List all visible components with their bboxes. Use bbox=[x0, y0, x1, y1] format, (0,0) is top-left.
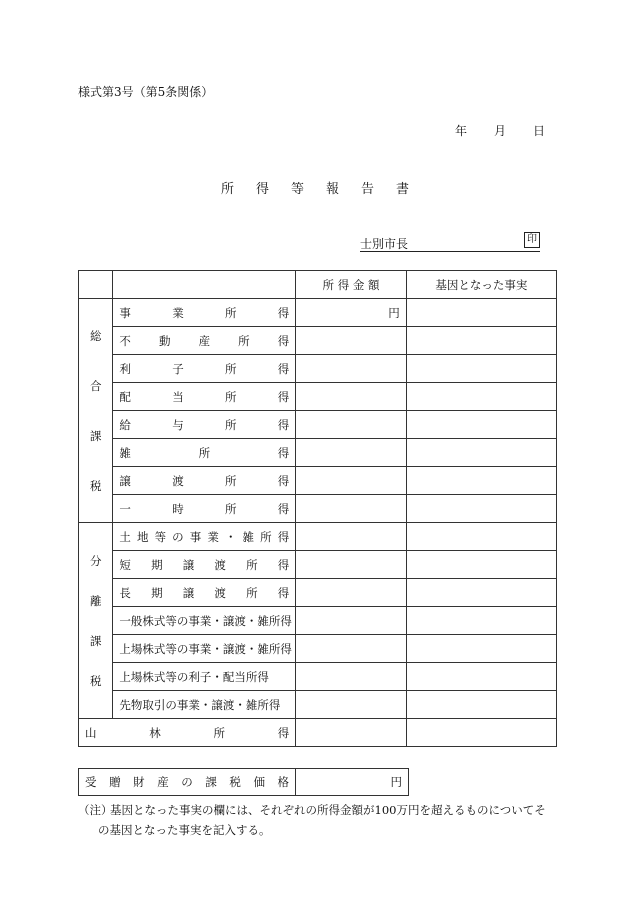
date-year: 年 bbox=[455, 124, 468, 138]
income-item-label bbox=[113, 551, 296, 579]
label-char: 林 bbox=[149, 725, 161, 740]
gift-label bbox=[79, 769, 296, 796]
label-char: 渡 bbox=[214, 585, 226, 600]
label-char: 不 bbox=[119, 333, 131, 348]
table-row bbox=[79, 551, 557, 579]
label-char: 事 bbox=[119, 305, 131, 320]
cause-field[interactable] bbox=[406, 439, 556, 467]
group-label-char: 離 bbox=[89, 593, 102, 608]
label-char: 得 bbox=[277, 389, 290, 404]
income-item-label bbox=[113, 663, 296, 691]
income-item-label bbox=[113, 439, 296, 467]
group-label-char: 課 bbox=[89, 428, 102, 443]
label-char: 給 bbox=[119, 417, 131, 432]
cause-field[interactable] bbox=[406, 551, 556, 579]
label-char: 産 bbox=[157, 775, 169, 789]
group-label-char: 総 bbox=[89, 328, 102, 343]
income-item-label bbox=[113, 607, 296, 635]
label-char: 所 bbox=[238, 333, 250, 348]
date-line bbox=[455, 122, 545, 139]
label-char: 受 bbox=[85, 775, 97, 789]
label-char: 等 bbox=[154, 529, 167, 544]
label-char: 当 bbox=[172, 389, 184, 404]
cause-field[interactable] bbox=[406, 691, 556, 719]
label-char: 譲 bbox=[182, 585, 195, 600]
cause-field[interactable] bbox=[406, 663, 556, 691]
amount-field[interactable] bbox=[296, 607, 406, 635]
label-char: 得 bbox=[277, 725, 290, 740]
table-row bbox=[79, 523, 557, 551]
label-char: 所 bbox=[224, 501, 237, 516]
label-char: 地 bbox=[136, 529, 149, 544]
amount-field[interactable] bbox=[296, 383, 406, 411]
income-table bbox=[78, 270, 557, 747]
table-row bbox=[79, 383, 557, 411]
group-label-char: 税 bbox=[89, 478, 102, 493]
cause-field[interactable] bbox=[406, 719, 556, 747]
label-char: 得 bbox=[277, 529, 290, 544]
cause-field[interactable] bbox=[406, 355, 556, 383]
label-char: ・ bbox=[224, 529, 237, 544]
note-prefix: （注） bbox=[78, 803, 113, 817]
addressee-line bbox=[360, 235, 540, 252]
income-item-label bbox=[113, 523, 296, 551]
label-char: 所 bbox=[246, 585, 258, 600]
group-label-cell bbox=[79, 523, 113, 719]
label-char: 山 bbox=[85, 725, 97, 740]
amount-field[interactable] bbox=[296, 495, 406, 523]
income-item-label bbox=[113, 691, 296, 719]
label-char: 得 bbox=[277, 361, 290, 376]
label-char: 長 bbox=[119, 585, 131, 600]
label-char: 譲 bbox=[182, 557, 195, 572]
gift-amount-field[interactable]: 円 bbox=[296, 769, 409, 796]
label-char: 税 bbox=[229, 775, 241, 789]
cause-field[interactable] bbox=[406, 299, 556, 327]
label-char: 得 bbox=[277, 305, 290, 320]
label-char: 短 bbox=[119, 557, 131, 572]
label-char: 価 bbox=[253, 775, 265, 789]
label-char: 事 bbox=[189, 529, 202, 544]
amount-field[interactable] bbox=[296, 467, 406, 495]
amount-field[interactable]: 円 bbox=[296, 299, 406, 327]
label-char: 渡 bbox=[214, 557, 226, 572]
label-char: 所 bbox=[224, 417, 237, 432]
table-row bbox=[79, 579, 557, 607]
group-label-char: 合 bbox=[89, 378, 102, 393]
label-char: 譲 bbox=[119, 473, 131, 488]
cause-field[interactable] bbox=[406, 411, 556, 439]
label-char: 雑 bbox=[119, 445, 131, 460]
addressee: 士別市長 bbox=[360, 237, 409, 251]
header-blank bbox=[79, 271, 113, 299]
amount-field[interactable] bbox=[296, 719, 406, 747]
cause-field[interactable] bbox=[406, 635, 556, 663]
group-label-cell bbox=[79, 299, 113, 523]
label-char: の bbox=[172, 529, 184, 544]
income-item-text: 上場株式等の事業・譲渡・雑所得 bbox=[119, 641, 292, 656]
group-label-char: 課 bbox=[89, 633, 102, 648]
label-char: 所 bbox=[224, 389, 237, 404]
label-char: 渡 bbox=[172, 473, 184, 488]
amount-field[interactable] bbox=[296, 551, 406, 579]
label-char: 得 bbox=[277, 585, 290, 600]
table-row bbox=[79, 663, 557, 691]
group-label-char: 分 bbox=[89, 553, 102, 568]
label-char: 配 bbox=[119, 389, 131, 404]
amount-field[interactable] bbox=[296, 579, 406, 607]
cause-field[interactable] bbox=[406, 523, 556, 551]
table-row bbox=[79, 439, 557, 467]
label-char: 産 bbox=[198, 333, 211, 348]
header-amount: 所 得 金 額 bbox=[296, 271, 406, 299]
table-row bbox=[79, 607, 557, 635]
income-item-label bbox=[113, 355, 296, 383]
header-blank bbox=[113, 271, 296, 299]
label-char: 与 bbox=[172, 417, 184, 432]
label-char: 財 bbox=[133, 775, 145, 789]
label-char: 得 bbox=[277, 557, 290, 572]
label-char: 時 bbox=[172, 501, 184, 516]
label-char: 所 bbox=[246, 557, 258, 572]
label-char: 利 bbox=[119, 361, 131, 376]
table-row bbox=[79, 355, 557, 383]
label-char: 雑 bbox=[242, 529, 255, 544]
label-char: 得 bbox=[277, 417, 290, 432]
income-item-text: 先物取引の事業・譲渡・雑所得 bbox=[119, 697, 281, 712]
income-item-label bbox=[113, 411, 296, 439]
label-char: の bbox=[181, 775, 193, 789]
amount-field[interactable] bbox=[296, 691, 406, 719]
amount-field[interactable] bbox=[296, 439, 406, 467]
cause-field[interactable] bbox=[406, 327, 556, 355]
label-char: 業 bbox=[172, 305, 184, 320]
amount-field[interactable] bbox=[296, 635, 406, 663]
amount-field[interactable] bbox=[296, 411, 406, 439]
label-char: 所 bbox=[213, 725, 226, 740]
income-item-label bbox=[113, 327, 296, 355]
label-char: 所 bbox=[260, 529, 272, 544]
label-char: 期 bbox=[151, 585, 163, 600]
cause-field[interactable] bbox=[406, 579, 556, 607]
label-char: 課 bbox=[205, 775, 217, 789]
table-header-row bbox=[79, 271, 557, 299]
label-char: 子 bbox=[172, 361, 184, 376]
date-month: 月 bbox=[493, 124, 506, 138]
income-item-label bbox=[113, 299, 296, 327]
gift-table bbox=[78, 768, 409, 796]
income-item-label bbox=[113, 467, 296, 495]
label-char: 動 bbox=[158, 333, 171, 348]
label-char: 所 bbox=[224, 361, 237, 376]
label-char: 期 bbox=[151, 557, 163, 572]
table-row bbox=[79, 467, 557, 495]
note-line-2: の基因となった事実を記入する。 bbox=[98, 823, 271, 837]
amount-field[interactable] bbox=[296, 327, 406, 355]
amount-field[interactable] bbox=[296, 663, 406, 691]
income-item-text: 一般株式等の事業・譲渡・雑所得 bbox=[119, 613, 292, 628]
label-char: 格 bbox=[277, 775, 289, 789]
label-char: 贈 bbox=[109, 775, 121, 789]
table-row bbox=[79, 635, 557, 663]
income-item-label bbox=[113, 383, 296, 411]
forest-income-label bbox=[79, 719, 296, 747]
seal-mark: 印 bbox=[524, 232, 540, 248]
label-char: 業 bbox=[207, 529, 219, 544]
cause-field[interactable] bbox=[406, 495, 556, 523]
label-char: 得 bbox=[277, 333, 290, 348]
income-item-label bbox=[113, 495, 296, 523]
label-char: 所 bbox=[224, 305, 237, 320]
label-char: 得 bbox=[277, 501, 290, 516]
form-number: 様式第3号（第5条関係） bbox=[78, 85, 214, 99]
date-day: 日 bbox=[532, 124, 545, 138]
income-item-label bbox=[113, 635, 296, 663]
table-row bbox=[79, 495, 557, 523]
group-label-char: 税 bbox=[89, 673, 102, 688]
table-row bbox=[79, 299, 557, 327]
header-cause: 基因となった事実 bbox=[406, 271, 556, 299]
table-row bbox=[79, 691, 557, 719]
cause-field[interactable] bbox=[406, 383, 556, 411]
income-item-text: 上場株式等の利子・配当所得 bbox=[119, 669, 269, 684]
label-char: 所 bbox=[198, 445, 211, 460]
table-row-forest bbox=[79, 719, 557, 747]
label-char: 土 bbox=[119, 529, 131, 544]
table-row bbox=[79, 327, 557, 355]
label-char: 得 bbox=[277, 473, 290, 488]
amount-field[interactable] bbox=[296, 355, 406, 383]
note bbox=[78, 800, 558, 840]
label-char: 得 bbox=[277, 445, 290, 460]
table-row bbox=[79, 411, 557, 439]
note-line-1: 基因となった事実の欄には、それぞれの所得金額が100万円を超えるものについてそ bbox=[110, 803, 546, 817]
document-title: 所得等報告書 bbox=[220, 182, 431, 197]
income-item-label bbox=[113, 579, 296, 607]
label-char: 一 bbox=[119, 501, 131, 516]
amount-field[interactable] bbox=[296, 523, 406, 551]
cause-field[interactable] bbox=[406, 467, 556, 495]
label-char: 所 bbox=[224, 473, 237, 488]
cause-field[interactable] bbox=[406, 607, 556, 635]
